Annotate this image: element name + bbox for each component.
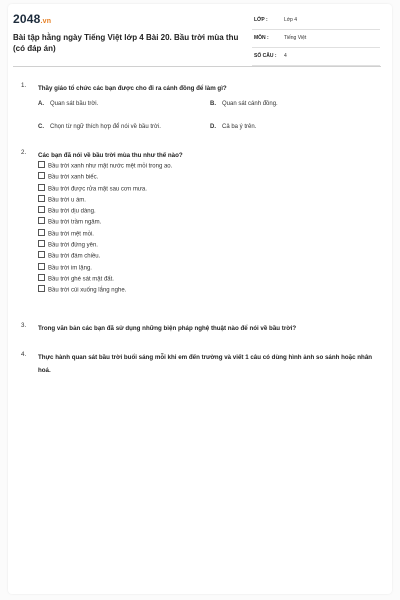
option-letter: D. xyxy=(210,124,216,130)
checkbox-label: Bầu trời đứng yên. xyxy=(48,242,98,249)
checkbox-item[interactable] xyxy=(38,263,172,274)
checkbox-label: Bầu trời ghé sát mặt đất. xyxy=(48,276,114,283)
checkbox[interactable] xyxy=(38,274,45,281)
checkbox[interactable] xyxy=(38,263,45,270)
meta-value: Lớp 4 xyxy=(284,17,298,23)
checkbox[interactable] xyxy=(38,251,45,258)
question-text: Thầy giáo tổ chức các bạn được cho đi ra cánh đồng để làm gì? xyxy=(38,85,227,92)
checkbox-item[interactable] xyxy=(38,206,172,217)
checkbox[interactable] xyxy=(38,161,45,168)
checkbox-label: Bầu trời mệt mỏi. xyxy=(48,231,94,238)
logo-main: 2048 xyxy=(13,12,41,26)
checkbox[interactable] xyxy=(38,195,45,202)
meta-key: MÔN : xyxy=(254,35,269,41)
worksheet-title: Bài tập hằng ngày Tiếng Việt lớp 4 Bài 20. Bầu trời mùa thu (có đáp án) xyxy=(13,33,239,53)
checkbox-item[interactable] xyxy=(38,274,172,285)
meta-row-subject xyxy=(252,32,380,48)
checkbox[interactable] xyxy=(38,229,45,236)
meta-info xyxy=(252,14,380,68)
meta-key: LỚP : xyxy=(254,17,268,23)
option-letter: A. xyxy=(38,101,44,107)
checkbox-label: Bầu trời được rửa mặt sau cơn mưa. xyxy=(48,186,147,193)
checkbox[interactable] xyxy=(38,184,45,191)
checkbox-item[interactable] xyxy=(38,240,172,251)
option-d[interactable] xyxy=(210,124,256,130)
question-number: 3. xyxy=(21,322,27,329)
checkbox-label: Bầu trời u ám. xyxy=(48,197,86,204)
meta-row-grade xyxy=(252,14,380,30)
checkbox-label: Bầu trời xanh như mặt nước mệt mỏi trong ao. xyxy=(48,163,173,170)
checkbox-label: Bầu trời dịu dàng. xyxy=(48,208,96,215)
option-text: Quan sát cánh đồng. xyxy=(222,101,278,107)
checkbox-item[interactable] xyxy=(38,217,172,228)
checkbox-item[interactable] xyxy=(38,161,172,172)
option-a[interactable] xyxy=(38,101,98,107)
site-logo[interactable] xyxy=(13,12,51,26)
option-text: Quan sát bầu trời. xyxy=(50,101,99,107)
checkbox[interactable] xyxy=(38,240,45,247)
checkbox-item[interactable] xyxy=(38,195,172,206)
option-letter: C. xyxy=(38,124,44,130)
checkbox-label: Bầu trời cúi xuống lắng nghe. xyxy=(48,287,127,294)
checkbox[interactable] xyxy=(38,217,45,224)
checkbox-label: Bầu trời trầm ngâm. xyxy=(48,219,102,226)
question-number: 4. xyxy=(21,351,27,358)
checkbox-label: Bầu trời im lặng. xyxy=(48,265,92,272)
checkbox[interactable] xyxy=(38,206,45,213)
question-text: Trong văn bản các bạn đã sử dụng những biện pháp nghệ thuật nào để nói về bầu trời? xyxy=(38,325,297,332)
option-c[interactable] xyxy=(38,124,161,130)
checkbox-item[interactable] xyxy=(38,229,172,240)
checkbox-label: Bầu trời đám chiều. xyxy=(48,253,101,260)
checkbox-item[interactable] xyxy=(38,184,172,195)
option-letter: B. xyxy=(210,101,216,107)
checkbox-item[interactable] xyxy=(38,251,172,262)
question-number: 2. xyxy=(21,149,27,156)
meta-value: 4 xyxy=(284,53,287,59)
question-number: 1. xyxy=(21,82,27,89)
checkbox-item[interactable] xyxy=(38,172,172,183)
logo-tld: .vn xyxy=(40,18,52,25)
checkbox[interactable] xyxy=(38,172,45,179)
option-b[interactable] xyxy=(210,101,278,107)
meta-key: SỐ CÂU : xyxy=(254,53,277,59)
checkbox-item[interactable] xyxy=(38,285,172,296)
checkbox-list xyxy=(38,161,172,297)
checkbox[interactable] xyxy=(38,285,45,292)
meta-row-count xyxy=(252,50,380,66)
checkbox-label: Bầu trời xanh biếc. xyxy=(48,174,99,181)
question-text: Thực hành quan sát bầu trời buổi sáng mỗi khi em đến trường và viết 1 câu có dùng hình ảnh so sánh hoặc nhân hoá. xyxy=(38,354,373,374)
question-text: Các bạn đã nói về bầu trời mùa thu như thế nào? xyxy=(38,152,183,159)
option-text: Chọn từ ngữ thích hợp để nói về bầu trời. xyxy=(50,124,161,130)
option-text: Cả ba ý trên. xyxy=(222,124,257,130)
meta-value: Tiếng Việt xyxy=(284,35,307,41)
header-divider xyxy=(13,66,381,67)
